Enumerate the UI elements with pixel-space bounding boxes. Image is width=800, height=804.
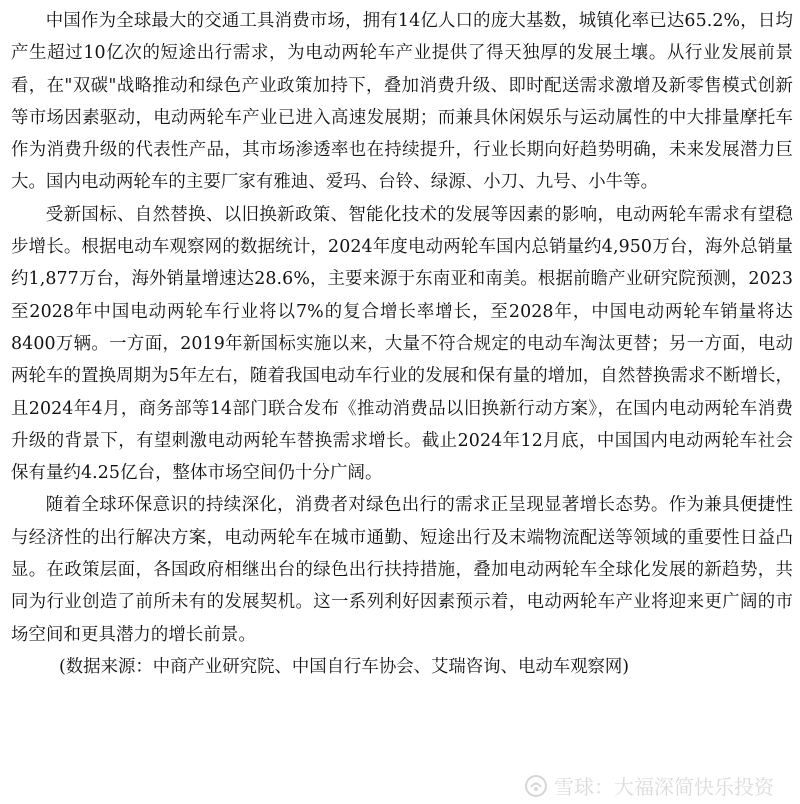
source-note: (数据来源：中商产业研究院、中国自行车协会、艾瑞咨询、电动车观察网) [59,656,630,677]
paragraph-green-travel: 随着全球环保意识的持续深化，消费者对绿色出行的需求正呈现显著增长态势。作为兼具便捷性与经济性的出行解决方案，电动两轮车在城市通勤、短途出行及末端物流配送等领域的重要性日益凸显。在政策层面，各国政府相继出台的绿色出行扶持措施，叠加电动两轮车全球化发展的新趋势，共同为行业创造了前所未有的发展契机。这一系列利好因素预示着，电动两轮车产业将迎来更广阔的市场空间和更具潜力的增长前景。 [11,495,793,645]
paragraph-demand-growth: 受新国标、自然替换、以旧换新政策、智能化技术的发展等因素的影响，电动两轮车需求有望稳步增长。根据电动车观察网的数据统计，2024年度电动两轮车国内总销量约4,950万台，海外总销量约1,877万台，海外销量增速达28.6%，主要来源于东南亚和南美。根据前瞻产业研究院预测，2023至2028年中国电动两轮车行业将以7%的复合增长率增长，至2028年，中国电动两轮车销量将达8400万辆。一方面，2019年新国标实施以来，大量不符合规定的电动车淘汰更替；另一方面，电动两轮车的置换周期为5年左右，随着我国电动车行业的发展和保有量的增加，自然替换需求不断增长，且2024年4月，商务部等14部门联合发布《推动消费品以旧换新行动方案》，在国内电动两轮车消费升级的背景下，有望刺激电动两轮车替换需求增长。截止2024年12月底，中国国内电动两轮车社会保有量约4.25亿台，整体市场空间仍十分广阔。 [11,204,793,484]
document-body [11,0,793,683]
watermark [524,771,774,800]
watermark-text: 雪球：大福深简快乐投资 [554,775,774,799]
paragraph-market-overview: 中国作为全球最大的交通工具消费市场，拥有14亿人口的庞大基数，城镇化率已达65.2%，日均产生超过10亿次的短途出行需求，为电动两轮车产业提供了得天独厚的发展土壤。从行业发展前景看，在"双碳"战略推动和绿色产业政策加持下，叠加消费升级、即时配送需求激增及新零售模式创新等市场因素驱动，电动两轮车产业已进入高速发展期；而兼具休闲娱乐与运动属性的中大排量摩托车作为消费升级的代表性产品，其市场渗透率也在持续提升，行业长期向好趋势明确，未来发展潜力巨大。国内电动两轮车的主要厂家有雅迪、爱玛、台铃、绿源、小刀、九号、小牛等。 [11,11,793,193]
snowball-logo-icon [524,774,548,798]
